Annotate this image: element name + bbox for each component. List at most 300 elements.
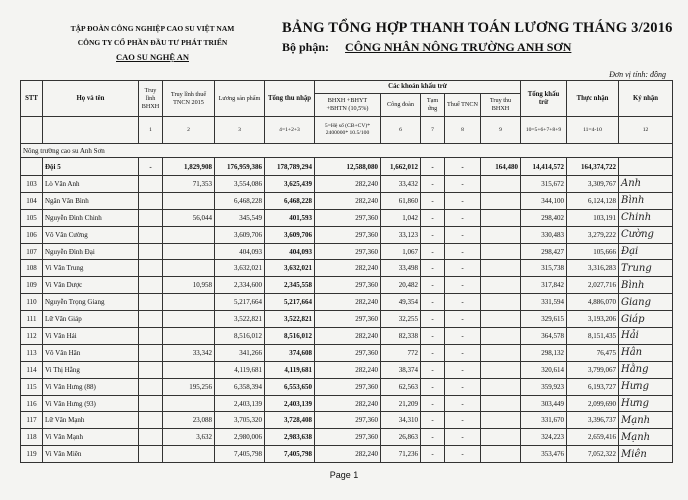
row-thuc-nhan: 3,309,767 (567, 176, 619, 193)
row-cong-doan: 61,860 (381, 192, 421, 209)
row-thue: - (445, 209, 481, 226)
row-signature: Hưng (619, 378, 673, 395)
table-row (21, 378, 673, 395)
row-thue: - (445, 446, 481, 463)
row-thuc-nhan: 3,316,283 (567, 260, 619, 277)
team-truy-thu: 164,480 (481, 158, 521, 176)
formula-cell: 4=1+2+3 (265, 117, 315, 144)
row-tong-khau-tru: 359,923 (521, 378, 567, 395)
department-label: Bộ phận: (282, 40, 330, 54)
row-tam-ung: - (421, 412, 445, 429)
row-thuc-nhan: 8,151,435 (567, 328, 619, 345)
row-truy-thu (481, 294, 521, 311)
team-bhxh: 12,588,080 (315, 158, 381, 176)
row-tong-khau-tru: 331,594 (521, 294, 567, 311)
row-thue: - (445, 361, 481, 378)
row-luong-sp: 345,549 (215, 209, 265, 226)
row-tong-khau-tru: 298,427 (521, 243, 567, 260)
row-luong-sp: 8,516,012 (215, 328, 265, 345)
col-khau-tru-group: Các khoản khấu trừ (315, 81, 521, 94)
row-thue: - (445, 429, 481, 446)
formula-cell: 3 (215, 117, 265, 144)
row-name: Vi Văn Dược (43, 277, 139, 294)
col-thuc-nhan: Thực nhận (567, 81, 619, 117)
table-row (21, 328, 673, 345)
formula-cell: 11=4-10 (567, 117, 619, 144)
row-thuc-nhan: 2,659,416 (567, 429, 619, 446)
row-stt: 118 (21, 429, 43, 446)
row-truy-linh-thue: 23,088 (163, 412, 215, 429)
row-stt: 116 (21, 395, 43, 412)
row-truy-linh (139, 395, 163, 412)
row-tong-thu-nhap: 374,608 (265, 344, 315, 361)
row-truy-linh (139, 446, 163, 463)
row-cong-doan: 82,338 (381, 328, 421, 345)
row-truy-linh-thue (163, 446, 215, 463)
row-name: Vi Thị Hằng (43, 361, 139, 378)
table-row (21, 446, 673, 463)
row-truy-thu (481, 378, 521, 395)
row-tong-thu-nhap: 8,516,012 (265, 328, 315, 345)
team-thue: - (445, 158, 481, 176)
formula-cell: 12 (619, 117, 673, 144)
col-luong-san-pham: Lương sản phẩm (215, 81, 265, 117)
row-bhxh: 297,360 (315, 429, 381, 446)
row-cong-doan: 38,374 (381, 361, 421, 378)
row-bhxh: 282,240 (315, 192, 381, 209)
row-truy-linh (139, 192, 163, 209)
table-row (21, 311, 673, 328)
row-tong-khau-tru: 364,578 (521, 328, 567, 345)
team-cong-doan: 1,662,012 (381, 158, 421, 176)
row-truy-linh (139, 243, 163, 260)
row-tam-ung: - (421, 209, 445, 226)
row-signature: Mạnh (619, 412, 673, 429)
row-signature: Hân (619, 344, 673, 361)
row-cong-doan: 1,067 (381, 243, 421, 260)
team-ky-nhan (619, 158, 673, 176)
row-tong-thu-nhap: 3,522,821 (265, 311, 315, 328)
payroll-table (20, 80, 673, 463)
row-name: Nguyễn Đình Đại (43, 243, 139, 260)
row-name: Vi Văn Hưng (88) (43, 378, 139, 395)
row-tong-khau-tru: 331,670 (521, 412, 567, 429)
row-stt: 109 (21, 277, 43, 294)
row-thue: - (445, 378, 481, 395)
row-truy-linh-thue (163, 395, 215, 412)
row-stt: 112 (21, 328, 43, 345)
table-row (21, 344, 673, 361)
row-stt: 115 (21, 378, 43, 395)
document-header (282, 20, 682, 55)
row-truy-linh (139, 328, 163, 345)
row-bhxh: 297,360 (315, 209, 381, 226)
col-ky-nhan: Ký nhận (619, 81, 673, 117)
table-row (21, 192, 673, 209)
row-signature: Cường (619, 226, 673, 243)
row-name: Vi Văn Miên (43, 446, 139, 463)
company-line-1: TẬP ĐOÀN CÔNG NGHIỆP CAO SU VIỆT NAM (70, 24, 235, 33)
row-bhxh: 297,360 (315, 344, 381, 361)
row-luong-sp: 341,266 (215, 344, 265, 361)
row-bhxh: 297,360 (315, 226, 381, 243)
row-truy-linh (139, 344, 163, 361)
team-tong-khau-tru: 14,414,572 (521, 158, 567, 176)
team-total-row (21, 158, 673, 176)
row-cong-doan: 1,042 (381, 209, 421, 226)
row-thue: - (445, 344, 481, 361)
table-row (21, 260, 673, 277)
row-tam-ung: - (421, 446, 445, 463)
row-luong-sp: 3,522,821 (215, 311, 265, 328)
row-tam-ung: - (421, 192, 445, 209)
col-truy-linh: Truy lĩnh BHXH (139, 81, 163, 117)
row-truy-linh-thue (163, 192, 215, 209)
formula-cell (21, 117, 43, 144)
row-tong-khau-tru: 330,483 (521, 226, 567, 243)
row-tong-khau-tru: 303,449 (521, 395, 567, 412)
team-luong-sp: 176,959,386 (215, 158, 265, 176)
col-truy-linh-thue: Truy lĩnh thuế TNCN 2015 (163, 81, 215, 117)
row-signature: Bình (619, 192, 673, 209)
table-row (21, 277, 673, 294)
row-truy-thu (481, 429, 521, 446)
row-luong-sp: 404,093 (215, 243, 265, 260)
row-thue: - (445, 294, 481, 311)
row-bhxh: 282,240 (315, 176, 381, 193)
row-signature: Chinh (619, 209, 673, 226)
row-bhxh: 282,240 (315, 328, 381, 345)
row-signature: Hưng (619, 395, 673, 412)
row-tong-thu-nhap: 6,553,650 (265, 378, 315, 395)
row-tam-ung: - (421, 361, 445, 378)
row-name: Vi Văn Hải (43, 328, 139, 345)
row-tam-ung: - (421, 395, 445, 412)
table-row (21, 412, 673, 429)
row-thue: - (445, 328, 481, 345)
row-truy-linh-thue (163, 311, 215, 328)
row-tam-ung: - (421, 344, 445, 361)
row-tong-khau-tru: 315,738 (521, 260, 567, 277)
row-truy-linh-thue: 56,044 (163, 209, 215, 226)
row-truy-linh (139, 361, 163, 378)
row-truy-thu (481, 446, 521, 463)
row-bhxh: 282,240 (315, 361, 381, 378)
row-thuc-nhan: 3,279,222 (567, 226, 619, 243)
row-tong-thu-nhap: 4,119,681 (265, 361, 315, 378)
col-tam-ung: Tạm ứng (421, 94, 445, 117)
table-row (21, 176, 673, 193)
row-tong-thu-nhap: 2,345,558 (265, 277, 315, 294)
row-luong-sp: 3,632,021 (215, 260, 265, 277)
table-row (21, 429, 673, 446)
row-tam-ung: - (421, 176, 445, 193)
row-truy-thu (481, 176, 521, 193)
row-name: Lữ Văn Mạnh (43, 412, 139, 429)
row-tong-khau-tru: 320,614 (521, 361, 567, 378)
row-truy-thu (481, 361, 521, 378)
formula-cell: 8 (445, 117, 481, 144)
row-thuc-nhan: 76,475 (567, 344, 619, 361)
col-cong-doan: Công đoàn (381, 94, 421, 117)
row-cong-doan: 20,482 (381, 277, 421, 294)
row-cong-doan: 49,354 (381, 294, 421, 311)
team-truy-linh: - (139, 158, 163, 176)
row-thue: - (445, 395, 481, 412)
row-tong-thu-nhap: 2,983,638 (265, 429, 315, 446)
row-name: Võ Văn Cường (43, 226, 139, 243)
row-tong-thu-nhap: 7,405,798 (265, 446, 315, 463)
row-truy-thu (481, 243, 521, 260)
row-signature: Hải (619, 328, 673, 345)
row-stt: 119 (21, 446, 43, 463)
row-signature: Anh (619, 176, 673, 193)
col-thue: Thuế TNCN (445, 94, 481, 117)
row-luong-sp: 2,334,600 (215, 277, 265, 294)
row-truy-linh-thue (163, 361, 215, 378)
row-truy-linh-thue: 71,353 (163, 176, 215, 193)
row-truy-linh-thue (163, 260, 215, 277)
row-bhxh: 282,240 (315, 446, 381, 463)
row-name: Nguyễn Trọng Giang (43, 294, 139, 311)
team-truy-linh-thue: 1,829,908 (163, 158, 215, 176)
formula-cell: 7 (421, 117, 445, 144)
company-header (30, 22, 275, 64)
row-stt: 111 (21, 311, 43, 328)
row-thue: - (445, 311, 481, 328)
row-signature: Mạnh (619, 429, 673, 446)
group-row (21, 144, 673, 158)
row-signature: Trung (619, 260, 673, 277)
page-footer: Page 1 (329, 470, 359, 480)
row-truy-linh (139, 429, 163, 446)
row-thuc-nhan: 3,396,737 (567, 412, 619, 429)
formula-cell: 1 (139, 117, 163, 144)
row-cong-doan: 772 (381, 344, 421, 361)
row-tong-khau-tru: 317,842 (521, 277, 567, 294)
row-luong-sp: 2,403,139 (215, 395, 265, 412)
formula-cell: 9 (481, 117, 521, 144)
row-thuc-nhan: 3,193,206 (567, 311, 619, 328)
row-thue: - (445, 192, 481, 209)
row-tam-ung: - (421, 311, 445, 328)
row-luong-sp: 7,405,798 (215, 446, 265, 463)
row-thuc-nhan: 105,666 (567, 243, 619, 260)
row-luong-sp: 3,705,320 (215, 412, 265, 429)
row-truy-thu (481, 226, 521, 243)
row-luong-sp: 4,119,681 (215, 361, 265, 378)
row-thuc-nhan: 103,191 (567, 209, 619, 226)
row-stt: 113 (21, 344, 43, 361)
row-truy-linh-thue: 3,632 (163, 429, 215, 446)
row-truy-linh-thue (163, 226, 215, 243)
document-title: BẢNG TỔNG HỢP THANH TOÁN LƯƠNG THÁNG 3/2016 (282, 20, 673, 36)
table-row (21, 209, 673, 226)
row-tong-khau-tru: 344,100 (521, 192, 567, 209)
row-thue: - (445, 260, 481, 277)
company-line-2: CÔNG TY CỔ PHẦN ĐẦU TƯ PHÁT TRIỂN (77, 38, 228, 47)
team-stt (21, 158, 43, 176)
row-thuc-nhan: 4,886,070 (567, 294, 619, 311)
row-truy-thu (481, 277, 521, 294)
row-cong-doan: 62,563 (381, 378, 421, 395)
row-truy-linh (139, 226, 163, 243)
row-truy-thu (481, 412, 521, 429)
row-tam-ung: - (421, 260, 445, 277)
group-label: Nông trường cao su Anh Sơn (21, 144, 673, 158)
row-stt: 103 (21, 176, 43, 193)
col-name: Họ và tên (43, 81, 139, 117)
row-bhxh: 282,240 (315, 395, 381, 412)
row-signature: Đại (619, 243, 673, 260)
row-name: Vi Văn Hưng (93) (43, 395, 139, 412)
row-luong-sp: 3,609,706 (215, 226, 265, 243)
row-cong-doan: 33,123 (381, 226, 421, 243)
formula-cell: 10=5+6+7+8+9 (521, 117, 567, 144)
row-bhxh: 297,360 (315, 277, 381, 294)
row-name: Ngân Văn Bình (43, 192, 139, 209)
col-bhxh: BHXH +BHYT +BHTN (10,5%) (315, 94, 381, 117)
row-name: Võ Văn Hân (43, 344, 139, 361)
row-tam-ung: - (421, 378, 445, 395)
row-truy-linh (139, 260, 163, 277)
table-row (21, 243, 673, 260)
col-tong-khau-tru: Tổng khấu trừ (521, 81, 567, 117)
company-line-3: CAO SU NGHỆ AN (116, 52, 189, 62)
row-thuc-nhan: 6,193,727 (567, 378, 619, 395)
row-luong-sp: 3,554,086 (215, 176, 265, 193)
row-truy-linh (139, 277, 163, 294)
row-thuc-nhan: 7,052,322 (567, 446, 619, 463)
row-tong-khau-tru: 315,672 (521, 176, 567, 193)
table-row (21, 294, 673, 311)
row-luong-sp: 5,217,664 (215, 294, 265, 311)
formula-cell: 6 (381, 117, 421, 144)
team-name: Đội 5 (43, 158, 139, 176)
row-tong-thu-nhap: 3,609,706 (265, 226, 315, 243)
row-stt: 105 (21, 209, 43, 226)
row-truy-linh-thue (163, 243, 215, 260)
team-thuc-nhan: 164,374,722 (567, 158, 619, 176)
row-bhxh: 297,360 (315, 243, 381, 260)
row-tong-khau-tru: 329,615 (521, 311, 567, 328)
row-truy-thu (481, 328, 521, 345)
row-tam-ung: - (421, 294, 445, 311)
row-cong-doan: 33,432 (381, 176, 421, 193)
row-tam-ung: - (421, 328, 445, 345)
row-truy-linh (139, 294, 163, 311)
row-name: Vi Văn Trung (43, 260, 139, 277)
row-name: Nguyễn Đình Chinh (43, 209, 139, 226)
row-tong-thu-nhap: 6,468,228 (265, 192, 315, 209)
row-tam-ung: - (421, 226, 445, 243)
row-tong-khau-tru: 324,223 (521, 429, 567, 446)
row-truy-linh-thue: 195,256 (163, 378, 215, 395)
formula-cell: 5=Hệ số (CB+CV)* 2400000* 10.5/100 (315, 117, 381, 144)
formula-cell: 2 (163, 117, 215, 144)
row-truy-linh-thue: 33,342 (163, 344, 215, 361)
row-signature: Hằng (619, 361, 673, 378)
row-bhxh: 282,240 (315, 260, 381, 277)
row-bhxh: 282,240 (315, 294, 381, 311)
row-bhxh: 297,360 (315, 311, 381, 328)
department (282, 40, 682, 55)
row-truy-linh (139, 311, 163, 328)
row-thue: - (445, 176, 481, 193)
table-row (21, 226, 673, 243)
row-truy-linh (139, 412, 163, 429)
row-truy-linh-thue (163, 294, 215, 311)
row-tam-ung: - (421, 243, 445, 260)
row-stt: 110 (21, 294, 43, 311)
row-tong-thu-nhap: 401,593 (265, 209, 315, 226)
row-stt: 114 (21, 361, 43, 378)
team-tong-thu-nhap: 178,789,294 (265, 158, 315, 176)
col-stt: STT (21, 81, 43, 117)
row-name: Vi Văn Mạnh (43, 429, 139, 446)
row-thue: - (445, 277, 481, 294)
row-tong-khau-tru: 298,402 (521, 209, 567, 226)
row-truy-thu (481, 311, 521, 328)
row-thuc-nhan: 3,799,067 (567, 361, 619, 378)
row-tong-thu-nhap: 3,728,408 (265, 412, 315, 429)
row-stt: 106 (21, 226, 43, 243)
row-cong-doan: 33,498 (381, 260, 421, 277)
row-cong-doan: 34,310 (381, 412, 421, 429)
row-signature: Miên (619, 446, 673, 463)
row-tong-khau-tru: 298,132 (521, 344, 567, 361)
row-truy-thu (481, 260, 521, 277)
table-row (21, 361, 673, 378)
row-truy-thu (481, 344, 521, 361)
row-thuc-nhan: 2,099,690 (567, 395, 619, 412)
row-tong-thu-nhap: 3,632,021 (265, 260, 315, 277)
row-luong-sp: 2,980,006 (215, 429, 265, 446)
row-luong-sp: 6,468,228 (215, 192, 265, 209)
team-tam-ung: - (421, 158, 445, 176)
row-signature: Giang (619, 294, 673, 311)
row-thuc-nhan: 6,124,128 (567, 192, 619, 209)
table-row (21, 395, 673, 412)
row-truy-linh-thue: 10,958 (163, 277, 215, 294)
row-tong-thu-nhap: 3,625,439 (265, 176, 315, 193)
row-truy-thu (481, 192, 521, 209)
row-stt: 107 (21, 243, 43, 260)
row-tong-thu-nhap: 5,217,664 (265, 294, 315, 311)
row-tong-thu-nhap: 404,093 (265, 243, 315, 260)
row-name: Lữ Văn Giáp (43, 311, 139, 328)
row-signature: Giáp (619, 311, 673, 328)
row-signature: Bình (619, 277, 673, 294)
col-truy-thu: Truy thu BHXH (481, 94, 521, 117)
row-stt: 104 (21, 192, 43, 209)
row-tam-ung: - (421, 429, 445, 446)
row-thuc-nhan: 2,027,716 (567, 277, 619, 294)
row-truy-thu (481, 209, 521, 226)
row-cong-doan: 71,236 (381, 446, 421, 463)
row-truy-linh (139, 176, 163, 193)
row-bhxh: 297,360 (315, 378, 381, 395)
row-cong-doan: 26,863 (381, 429, 421, 446)
row-cong-doan: 32,255 (381, 311, 421, 328)
col-tong-thu-nhap: Tổng thu nhập (265, 81, 315, 117)
row-truy-linh-thue (163, 328, 215, 345)
row-bhxh: 297,360 (315, 412, 381, 429)
formula-row (21, 117, 673, 144)
row-truy-linh (139, 209, 163, 226)
row-thue: - (445, 243, 481, 260)
row-name: Lò Văn Anh (43, 176, 139, 193)
